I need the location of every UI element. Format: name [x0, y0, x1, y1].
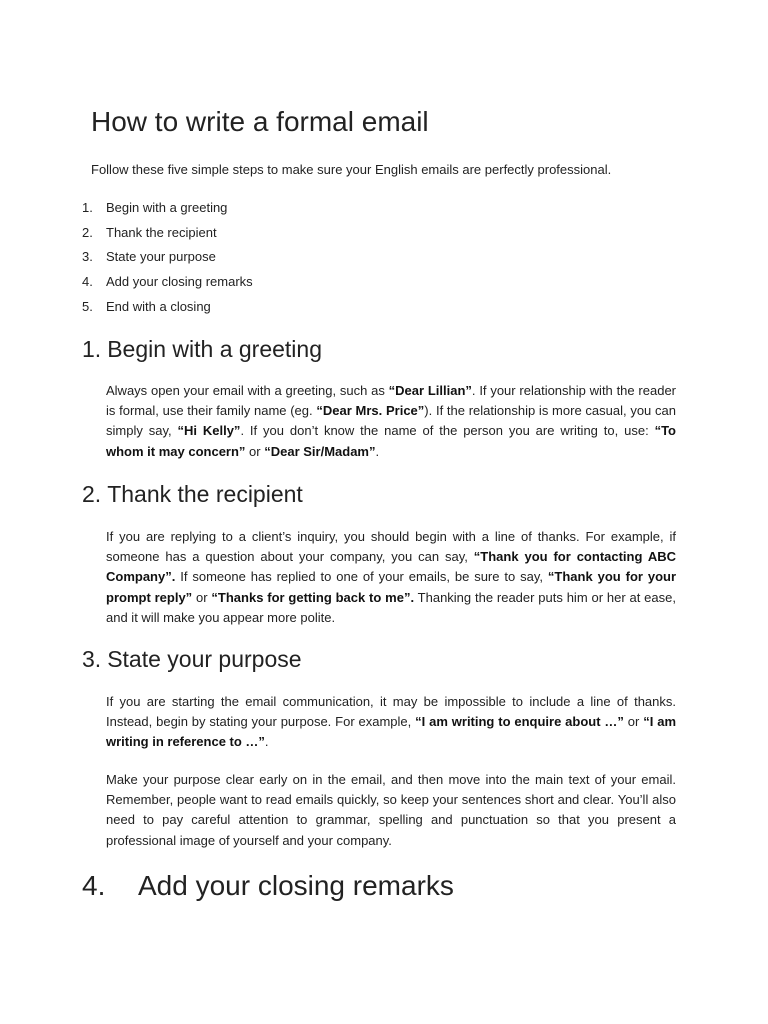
list-label: End with a closing — [106, 298, 211, 314]
section-title: Add your closing remarks — [138, 870, 454, 901]
emphasized-phrase: “Thank you for contacting ABC Company”. — [106, 549, 677, 585]
text-run: ). If the relationship is more casual, you can simply say, — [106, 403, 676, 439]
emphasized-phrase: “I am writing in reference to …” — [106, 714, 676, 750]
emphasized-phrase: “Thank you for your prompt reply” — [106, 569, 677, 605]
section-heading-greeting — [82, 336, 322, 363]
list-number: 1. — [82, 200, 93, 215]
list-number: 5. — [82, 298, 93, 314]
text-run: . If your relationship with the reader is formal, use their family name (eg. — [106, 383, 677, 419]
list-number: 4. — [82, 274, 93, 290]
section-heading-purpose — [82, 646, 302, 673]
text-run: If you are starting the email communication, it may be impossible to include a line of thanks. Instead, begin by stating your purpose. For example, — [106, 694, 676, 730]
intro-text: Follow these five simple steps to make sure your English emails are perfectly professional. — [91, 162, 612, 177]
section-title: Thank the recipient — [107, 481, 303, 507]
section-paragraph — [106, 381, 676, 462]
text-run: . If you don’t know the name of the person you are writing to, use: — [240, 423, 655, 439]
list-label: State your purpose — [106, 249, 216, 265]
text-run: If you are replying to a client’s inquiry, you should begin with a line of thanks. For example, if someone has a question about your company, you can say, — [106, 529, 676, 565]
section-number: 1. — [82, 336, 102, 362]
emphasized-phrase: “Dear Mrs. Price” — [316, 403, 425, 419]
emphasized-phrase: “Dear Lillian” — [388, 383, 472, 398]
emphasized-phrase: “To whom it may concern” — [106, 423, 676, 459]
list-label: Begin with a greeting — [106, 200, 228, 215]
section-number: 3. — [82, 646, 102, 672]
list-number: 2. — [82, 224, 93, 240]
section-heading-thank — [82, 481, 303, 508]
section-number: 2. — [82, 481, 102, 507]
text-run: . — [375, 443, 380, 459]
text-run: . — [264, 734, 269, 750]
section-number: 4. — [82, 870, 106, 901]
text-run: Thanking the reader puts him or her at ease, and it will make you appear more polite. — [106, 589, 676, 625]
emphasized-phrase: “Thanks for getting back to me”. — [211, 589, 415, 605]
section-paragraph — [106, 527, 676, 628]
emphasized-phrase: “Hi Kelly” — [177, 423, 241, 439]
text-run: or — [192, 589, 212, 605]
text-run: Make your purpose clear early on in the email, and then move into the main text of your email. Remember, people want to read emails quickly, so keep your sentences short and clear. You’ll also need to pay careful attention to grammar, spelling and punctuation so that you present a professional image of yourself and your company. — [106, 772, 676, 848]
section-title: Begin with a greeting — [107, 336, 322, 362]
list-number: 3. — [82, 249, 93, 265]
page-title: How to write a formal email — [91, 106, 429, 137]
text-run: or — [623, 714, 644, 730]
section-heading-closing — [82, 870, 454, 902]
list-label: Add your closing remarks — [106, 274, 253, 290]
list-label: Thank the recipient — [106, 224, 217, 240]
text-run: Always open your email with a greeting, such as — [106, 383, 389, 398]
section-paragraph — [106, 770, 676, 851]
emphasized-phrase: “Dear Sir/Madam” — [264, 443, 376, 459]
text-run: If someone has replied to one of your emails, be sure to say, — [175, 569, 548, 585]
section-paragraph — [106, 692, 676, 753]
emphasized-phrase: “I am writing to enquire about …” — [415, 714, 624, 730]
section-title: State your purpose — [107, 646, 302, 672]
text-run: or — [245, 443, 265, 459]
